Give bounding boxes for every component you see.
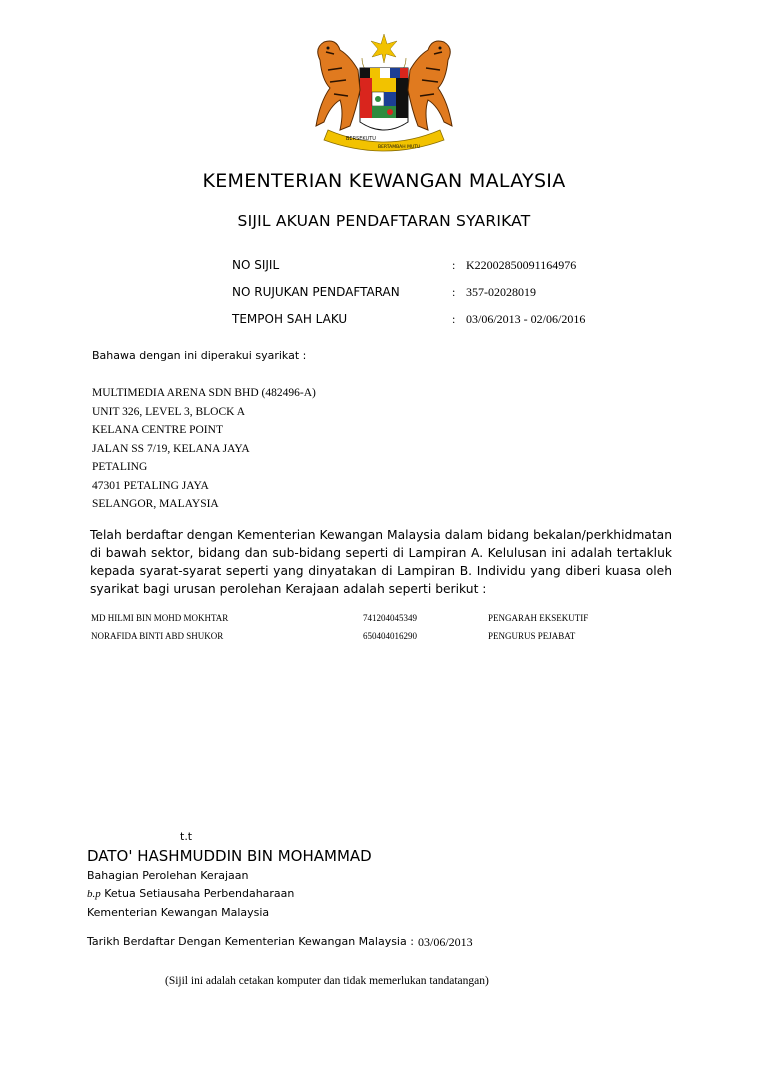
validity-value: 03/06/2013 - 02/06/2016 — [466, 312, 586, 326]
registration-date-label: Tarikh Berdaftar Dengan Kementerian Kewangan Malaysia : — [87, 935, 414, 948]
signer-name: DATO' HASHMUDDIN BIN MOHAMMAD — [87, 847, 372, 865]
cert-no-label: NO SIJIL — [232, 258, 280, 272]
cert-no-colon: : — [452, 258, 456, 272]
tiger-left-icon — [316, 41, 360, 130]
footer-note: (Sijil ini adalah cetakan komputer dan tidak memerlukan tandatangan) — [165, 975, 489, 987]
company-address — [92, 384, 316, 514]
person-role: PENGURUS PEJABAT — [488, 631, 576, 641]
validity-label: TEMPOH SAH LAKU — [232, 312, 348, 326]
malaysia-coat-of-arms-icon — [300, 30, 468, 160]
bp-prefix: b.p — [87, 888, 101, 900]
reg-ref-colon: : — [452, 285, 456, 299]
address-line: JALAN SS 7/19, KELANA JAYA — [92, 442, 250, 455]
person-name: NORAFIDA BINTI ABD SHUKOR — [91, 631, 224, 641]
intro-text: Bahawa dengan ini diperakui syarikat : — [92, 349, 307, 362]
ministry-title: KEMENTERIAN KEWANGAN MALAYSIA — [202, 170, 566, 192]
address-line: 47301 PETALING JAYA — [92, 479, 209, 492]
signature-tt: t.t — [180, 830, 193, 843]
address-line: SELANGOR, MALAYSIA — [92, 498, 219, 510]
reg-ref-label: NO RUJUKAN PENDAFTARAN — [232, 285, 400, 299]
shield-icon — [360, 68, 408, 130]
person-ic: 650404016290 — [363, 631, 417, 641]
certificate-title: SIJIL AKUAN PENDAFTARAN SYARIKAT — [237, 212, 531, 230]
person-ic: 741204045349 — [363, 613, 417, 623]
signer-title — [87, 887, 294, 900]
signer-title-text: Ketua Setiausaha Perbendaharaan — [104, 887, 295, 900]
validity-colon: : — [452, 312, 456, 326]
address-line: MULTIMEDIA ARENA SDN BHD (482496-A) — [92, 387, 316, 399]
svg-text:BERTAMBAH MUTU: BERTAMBAH MUTU — [378, 145, 421, 150]
reg-ref-value: 357-02028019 — [466, 285, 536, 299]
tiger-right-icon — [408, 41, 452, 130]
svg-text:BERSEKUTU: BERSEKUTU — [346, 136, 376, 142]
registration-paragraph: Telah berdaftar dengan Kementerian Kewangan Malaysia dalam bidang bekalan/perkhidmatan di bawah sektor, bidang dan sub-bidang seperti di Lampiran A. Kelulusan ini adalah tertakluk kepada syarat-syarat seperti yang dinyatakan di Lampiran B. Individu yang diberi kuasa oleh syarikat bagi urusan perolehan Kerajaan adalah seperti berikut : — [90, 528, 672, 596]
address-line: UNIT 326, LEVEL 3, BLOCK A — [92, 405, 246, 418]
signer-department: Bahagian Perolehan Kerajaan — [87, 869, 249, 882]
person-role: PENGARAH EKSEKUTIF — [488, 613, 589, 623]
person-name: MD HILMI BIN MOHD MOKHTAR — [91, 613, 229, 623]
cert-no-value: K22002850091164976 — [466, 258, 577, 272]
signer-ministry: Kementerian Kewangan Malaysia — [87, 906, 270, 919]
registration-date-value: 03/06/2013 — [418, 935, 473, 949]
motto-scroll — [324, 130, 444, 151]
address-line: PETALING — [92, 461, 148, 473]
address-line: KELANA CENTRE POINT — [92, 424, 223, 436]
